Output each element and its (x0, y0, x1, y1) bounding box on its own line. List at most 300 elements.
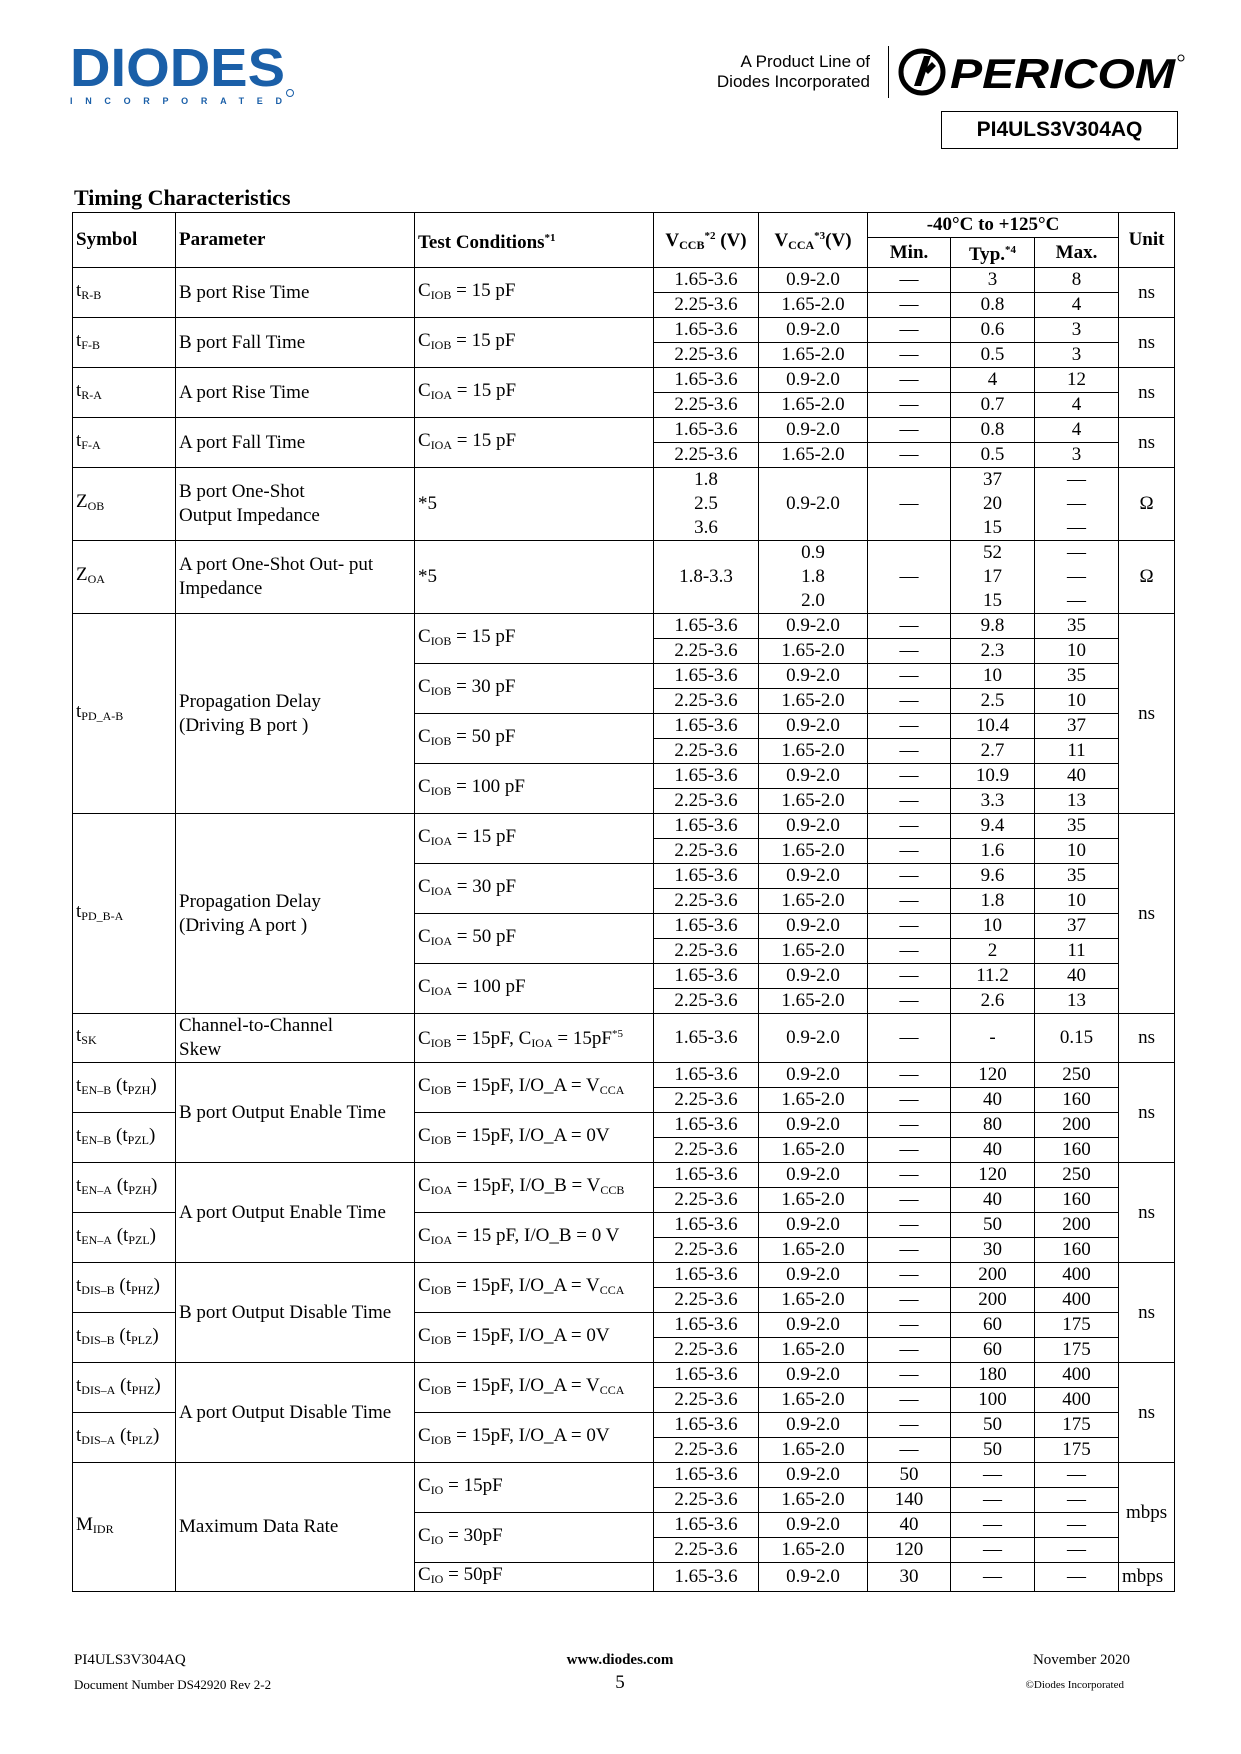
min-cell: — (868, 293, 951, 318)
vccb-cell: 1.65-3.6 (654, 964, 759, 989)
symbol-cell: $t_{EN-B}$ $(t_{PZL})$ (73, 1113, 176, 1163)
vccb-cell: 1.65-3.6 (654, 1163, 759, 1188)
vcca-cell: 1.65-2.0 (759, 1538, 868, 1563)
min-cell: — (868, 664, 951, 689)
unit-cell: ns (1119, 1363, 1175, 1463)
typ-cell: 50 (951, 1213, 1035, 1238)
diodes-logo-subtext: INCORPORATED (70, 96, 282, 106)
table-row (73, 1363, 1175, 1388)
vcca-cell: 0.9-2.0 (759, 1163, 868, 1188)
table-row (73, 1263, 1175, 1288)
typ-cell: — (951, 1463, 1035, 1488)
min-cell: — (868, 268, 951, 293)
max-cell: 3 (1035, 343, 1119, 368)
unit-cell: ns (1119, 614, 1175, 814)
vccb-cell: 2.25-3.6 (654, 343, 759, 368)
parameter-cell: Maximum Data Rate (176, 1463, 415, 1592)
typ-cell: 2.5 (951, 689, 1035, 714)
symbol-cell: $t_{R-B}$ (73, 268, 176, 318)
min-cell: — (868, 318, 951, 343)
typ-cell: 0.5 (951, 343, 1035, 368)
parameter-cell: A port Output Disable Time (176, 1363, 415, 1463)
typ-cell: — (951, 1513, 1035, 1538)
max-cell: 37 (1035, 714, 1119, 739)
footer-page-number: 5 (615, 1672, 625, 1693)
vccb-cell: 2.25-3.6 (654, 1538, 759, 1563)
vccb-cell: 2.25-3.6 (654, 1388, 759, 1413)
table-row (73, 1063, 1175, 1088)
footer-date: November 2020 (1032, 1652, 1130, 1668)
vcca-cell: 0.9-2.0 (759, 318, 868, 343)
typ-cell: 10 (951, 664, 1035, 689)
vcca-cell: 0.9-2.0 (759, 864, 868, 889)
condition-cell: $C_{IOA} = 30$ pF (415, 864, 654, 914)
typ-cell: 11.2 (951, 964, 1035, 989)
vcca-cell: 1.65-2.0 (759, 1338, 868, 1363)
typ-cell: 9.8 (951, 614, 1035, 639)
timing-table (72, 212, 1175, 1592)
min-cell: — (868, 1288, 951, 1313)
max-cell: 160 (1035, 1088, 1119, 1113)
max-cell: 13 (1035, 989, 1119, 1014)
parameter-cell: A port Output Enable Time (176, 1163, 415, 1263)
symbol-cell: $t_{EN-B}$ $(t_{PZH})$ (73, 1063, 176, 1113)
symbol-cell: $t_{F-B}$ (73, 318, 176, 368)
section-title: Timing Characteristics (74, 185, 291, 210)
typ-cell: 37 20 15 (951, 468, 1035, 541)
vcca-cell: 1.65-2.0 (759, 939, 868, 964)
table-row (73, 541, 1175, 614)
parameter-cell: B port Output Disable Time (176, 1263, 415, 1363)
footer-doc-number: Document Number DS42920 Rev 2-2 (74, 1677, 272, 1692)
max-cell: 200 (1035, 1213, 1119, 1238)
max-cell: 40 (1035, 764, 1119, 789)
min-cell: — (868, 1213, 951, 1238)
vcca-cell: 0.9-2.0 (759, 664, 868, 689)
vccb-cell: 1.65-3.6 (654, 864, 759, 889)
symbol-cell: $t_{EN-A}$ $(t_{PZL})$ (73, 1213, 176, 1263)
timing-table-body (73, 268, 1175, 1592)
unit-cell: Ω (1119, 541, 1175, 614)
typ-cell: - (951, 1014, 1035, 1063)
typ-cell: 10.4 (951, 714, 1035, 739)
typ-cell: 2 (951, 939, 1035, 964)
min-cell: — (868, 814, 951, 839)
max-cell: 3 (1035, 318, 1119, 343)
vccb-cell: 2.25-3.6 (654, 1288, 759, 1313)
typ-cell: 0.5 (951, 443, 1035, 468)
col-vcca: $V_{CCA}^{*3}(V)$ (759, 213, 868, 268)
parameter-cell: Channel-to-Channel Skew (176, 1014, 415, 1063)
condition-cell: $C_{IOB} = 15pF$, I/O_A = $V_{CCA}$ (415, 1263, 654, 1313)
symbol-cell: $t_{PD\_A-B}$ (73, 614, 176, 814)
symbol-cell: $Z_{OB}$ (73, 468, 176, 541)
vcca-cell: 0.9-2.0 (759, 1063, 868, 1088)
typ-cell: 3.3 (951, 789, 1035, 814)
vccb-cell: 2.25-3.6 (654, 689, 759, 714)
vccb-cell: 1.65-3.6 (654, 1213, 759, 1238)
vcca-cell: 1.65-2.0 (759, 1188, 868, 1213)
condition-cell: *5 (415, 541, 654, 614)
typ-cell: 10.9 (951, 764, 1035, 789)
condition-cell: $C_{IO} = 30pF$ (415, 1513, 654, 1563)
col-test-conditions (415, 213, 654, 268)
max-cell: 250 (1035, 1163, 1119, 1188)
vcca-cell: 0.9-2.0 (759, 268, 868, 293)
table-row (73, 1163, 1175, 1188)
vcca-cell: 0.9-2.0 (759, 814, 868, 839)
vcca-cell: 0.9-2.0 (759, 1263, 868, 1288)
symbol-cell: $t_{DIS-A}$ $(t_{PLZ})$ (73, 1413, 176, 1463)
max-cell: 3 (1035, 443, 1119, 468)
typ-cell: 0.6 (951, 318, 1035, 343)
typ-cell: 2.6 (951, 989, 1035, 1014)
max-cell: 4 (1035, 418, 1119, 443)
symbol-cell: $Z_{OA}$ (73, 541, 176, 614)
vccb-cell: 2.25-3.6 (654, 789, 759, 814)
typ-cell: 3 (951, 268, 1035, 293)
vcca-cell: 1.65-2.0 (759, 639, 868, 664)
pericom-logo (898, 46, 1188, 98)
max-cell: 175 (1035, 1438, 1119, 1463)
vcca-cell: 0.9-2.0 (759, 764, 868, 789)
max-cell: 10 (1035, 639, 1119, 664)
max-cell: 250 (1035, 1063, 1119, 1088)
vcca-cell: 1.65-2.0 (759, 689, 868, 714)
typ-cell: 50 (951, 1413, 1035, 1438)
condition-cell: $C_{IOB} = 15pF$, I/O_A = $V_{CCA}$ (415, 1363, 654, 1413)
min-cell: — (868, 1388, 951, 1413)
condition-cell: $C_{IOA} = 15$ pF (415, 418, 654, 468)
vcca-cell: 1.65-2.0 (759, 1138, 868, 1163)
min-cell: — (868, 839, 951, 864)
unit-cell: ns (1119, 418, 1175, 468)
vccb-cell: 1.65-3.6 (654, 764, 759, 789)
vccb-cell: 1.8 2.5 3.6 (654, 468, 759, 541)
min-cell: — (868, 1163, 951, 1188)
min-cell: — (868, 468, 951, 541)
vccb-cell: 1.65-3.6 (654, 1363, 759, 1388)
typ-cell: 2.7 (951, 739, 1035, 764)
col-max: Max. (1035, 238, 1119, 268)
symbol-cell: $t_{EN-A}$ $(t_{PZH})$ (73, 1163, 176, 1213)
parameter-cell: A port Fall Time (176, 418, 415, 468)
col-vccb: $V_{CCB}^{*2}$ (V) (654, 213, 759, 268)
typ-cell: 9.4 (951, 814, 1035, 839)
max-cell: 400 (1035, 1388, 1119, 1413)
header-row-1 (73, 213, 1175, 238)
vcca-cell: 0.9 1.8 2.0 (759, 541, 868, 614)
max-cell: — (1035, 1513, 1119, 1538)
typ-cell: 2.3 (951, 639, 1035, 664)
condition-cell: $C_{IOB} = 15$ pF (415, 318, 654, 368)
condition-cell: $C_{IOA} = 50$ pF (415, 914, 654, 964)
max-cell: 4 (1035, 293, 1119, 318)
min-cell: — (868, 639, 951, 664)
vccb-cell: 1.65-3.6 (654, 1014, 759, 1063)
min-cell: — (868, 689, 951, 714)
max-cell: 0.15 (1035, 1014, 1119, 1063)
max-cell: 10 (1035, 889, 1119, 914)
diodes-logo-text: DIODES (70, 40, 285, 98)
vcca-cell: 1.65-2.0 (759, 393, 868, 418)
max-cell: 175 (1035, 1313, 1119, 1338)
vccb-cell: 1.65-3.6 (654, 318, 759, 343)
vcca-cell: 0.9-2.0 (759, 1213, 868, 1238)
typ-cell: 120 (951, 1163, 1035, 1188)
max-cell: 35 (1035, 864, 1119, 889)
condition-cell: $C_{IOB} = 15$ pF (415, 268, 654, 318)
symbol-cell: $t_{F-A}$ (73, 418, 176, 468)
vccb-cell: 1.65-3.6 (654, 914, 759, 939)
symbol-cell: $t_{DIS-B}$ $(t_{PLZ})$ (73, 1313, 176, 1363)
col-unit: Unit (1119, 213, 1175, 268)
condition-cell: $C_{IOB} = 15pF$, I/O_A = 0V (415, 1413, 654, 1463)
typ-cell: 80 (951, 1113, 1035, 1138)
max-cell: 400 (1035, 1263, 1119, 1288)
vcca-cell: 1.65-2.0 (759, 293, 868, 318)
vcca-cell: 0.9-2.0 (759, 1463, 868, 1488)
diodes-logo (70, 40, 330, 110)
condition-cell: $C_{IOA} = 15$ pF, I/O_B = 0 V (415, 1213, 654, 1263)
typ-cell: — (951, 1563, 1035, 1592)
vcca-cell: 1.65-2.0 (759, 1388, 868, 1413)
max-cell: 4 (1035, 393, 1119, 418)
vccb-cell: 1.65-3.6 (654, 368, 759, 393)
vcca-cell: 1.65-2.0 (759, 1238, 868, 1263)
vccb-cell: 1.65-3.6 (654, 1063, 759, 1088)
max-cell: — — — (1035, 468, 1119, 541)
max-cell: 175 (1035, 1338, 1119, 1363)
vccb-cell: 2.25-3.6 (654, 1138, 759, 1163)
vccb-cell: 1.8-3.3 (654, 541, 759, 614)
min-cell: — (868, 964, 951, 989)
max-cell: 35 (1035, 664, 1119, 689)
condition-cell: $C_{IOA} = 100$ pF (415, 964, 654, 1014)
table-row (73, 1463, 1175, 1488)
unit-cell: ns (1119, 1263, 1175, 1363)
typ-cell: 0.7 (951, 393, 1035, 418)
condition-cell: $C_{IOB} = 30$ pF (415, 664, 654, 714)
typ-cell: 1.6 (951, 839, 1035, 864)
max-cell: 11 (1035, 739, 1119, 764)
min-cell: 40 (868, 1513, 951, 1538)
vcca-cell: 1.65-2.0 (759, 839, 868, 864)
min-cell: — (868, 889, 951, 914)
vcca-cell: 1.65-2.0 (759, 443, 868, 468)
unit-cell: ns (1119, 1014, 1175, 1063)
unit-cell: mbps (1119, 1463, 1175, 1563)
parameter-cell: A port One-Shot Out- put Impedance (176, 541, 415, 614)
footer-website[interactable]: www.diodes.com (566, 1652, 674, 1668)
vcca-cell: 1.65-2.0 (759, 789, 868, 814)
vcca-cell: 0.9-2.0 (759, 468, 868, 541)
vcca-cell: 1.65-2.0 (759, 1488, 868, 1513)
vccb-cell: 2.25-3.6 (654, 1188, 759, 1213)
max-cell: — (1035, 1563, 1119, 1592)
vccb-cell: 1.65-3.6 (654, 1463, 759, 1488)
part-number-box: PI4ULS3V304AQ (941, 111, 1178, 149)
typ-cell: 40 (951, 1088, 1035, 1113)
unit-cell: ns (1119, 1063, 1175, 1163)
table-row (73, 268, 1175, 293)
vccb-cell: 1.65-3.6 (654, 714, 759, 739)
min-cell: — (868, 1338, 951, 1363)
vcca-cell: 1.65-2.0 (759, 989, 868, 1014)
vcca-cell: 0.9-2.0 (759, 1014, 868, 1063)
symbol-cell: $t_{DIS-B}$ $(t_{PHZ})$ (73, 1263, 176, 1313)
condition-cell: $C_{IOB} = 15pF$, $C_{IOA} = 15pF^{*5}$ (415, 1014, 654, 1063)
vcca-cell: 1.65-2.0 (759, 1288, 868, 1313)
vcca-cell: 0.9-2.0 (759, 1363, 868, 1388)
vccb-cell: 2.25-3.6 (654, 939, 759, 964)
condition-cell: *5 (415, 468, 654, 541)
min-cell: — (868, 764, 951, 789)
typ-cell: 40 (951, 1188, 1035, 1213)
parameter-cell: B port One-Shot Output Impedance (176, 468, 415, 541)
min-cell: — (868, 368, 951, 393)
max-cell: 160 (1035, 1238, 1119, 1263)
symbol-cell: $t_{R-A}$ (73, 368, 176, 418)
vcca-cell: 0.9-2.0 (759, 1113, 868, 1138)
test-conditions-note: *1 (544, 231, 556, 244)
min-cell: — (868, 1438, 951, 1463)
min-cell: — (868, 989, 951, 1014)
vccb-cell: 2.25-3.6 (654, 989, 759, 1014)
typ-cell: 52 17 15 (951, 541, 1035, 614)
vcca-cell: 0.9-2.0 (759, 1413, 868, 1438)
vccb-cell: 1.65-3.6 (654, 614, 759, 639)
vccb-cell: 2.25-3.6 (654, 1438, 759, 1463)
max-cell: — — — (1035, 541, 1119, 614)
vccb-cell: 1.65-3.6 (654, 1263, 759, 1288)
vcca-cell: 0.9-2.0 (759, 1313, 868, 1338)
typ-cell: — (951, 1488, 1035, 1513)
typ-cell: 10 (951, 914, 1035, 939)
vccb-cell: 1.65-3.6 (654, 1513, 759, 1538)
min-cell: — (868, 1063, 951, 1088)
vcca-cell: 1.65-2.0 (759, 1088, 868, 1113)
condition-cell: $C_{IO} = 15pF$ (415, 1463, 654, 1513)
vcca-cell: 0.9-2.0 (759, 1513, 868, 1538)
footer-copyright: ©Diodes Incorporated (1025, 1679, 1124, 1691)
vcca-cell: 0.9-2.0 (759, 368, 868, 393)
unit-cell: mbps (1119, 1563, 1175, 1592)
vccb-cell: 1.65-3.6 (654, 664, 759, 689)
max-cell: — (1035, 1463, 1119, 1488)
condition-cell: $C_{IOB} = 50$ pF (415, 714, 654, 764)
col-min: Min. (868, 238, 951, 268)
typ-cell: 60 (951, 1338, 1035, 1363)
min-cell: 120 (868, 1538, 951, 1563)
typ-cell: 40 (951, 1138, 1035, 1163)
min-cell: — (868, 864, 951, 889)
min-cell: — (868, 541, 951, 614)
min-cell: — (868, 443, 951, 468)
min-cell: — (868, 939, 951, 964)
parameter-cell: Propagation Delay (Driving A port ) (176, 814, 415, 1014)
max-cell: 400 (1035, 1288, 1119, 1313)
symbol-cell: $t_{SK}$ (73, 1014, 176, 1063)
vcca-cell: 0.9-2.0 (759, 1563, 868, 1592)
tagline-line2: Diodes Incorporated (716, 72, 870, 91)
min-cell: 50 (868, 1463, 951, 1488)
min-cell: — (868, 789, 951, 814)
max-cell: 10 (1035, 689, 1119, 714)
typ-cell: 200 (951, 1288, 1035, 1313)
typ-cell: 0.8 (951, 293, 1035, 318)
max-cell: 11 (1035, 939, 1119, 964)
parameter-cell: A port Rise Time (176, 368, 415, 418)
symbol-cell: $t_{DIS-A}$ $(t_{PHZ})$ (73, 1363, 176, 1413)
typ-cell: 9.6 (951, 864, 1035, 889)
typ-cell: 60 (951, 1313, 1035, 1338)
typ-cell: 30 (951, 1238, 1035, 1263)
typ-cell: 180 (951, 1363, 1035, 1388)
typ-cell: — (951, 1538, 1035, 1563)
max-cell: 35 (1035, 614, 1119, 639)
vccb-cell: 1.65-3.6 (654, 1113, 759, 1138)
parameter-cell: Propagation Delay (Driving B port ) (176, 614, 415, 814)
condition-cell: $C_{IOA} = 15$ pF (415, 814, 654, 864)
vcca-cell: 0.9-2.0 (759, 418, 868, 443)
min-cell: — (868, 418, 951, 443)
condition-cell: $C_{IOA} = 15pF$, I/O_B = $V_{CCB}$ (415, 1163, 654, 1213)
vccb-cell: 2.25-3.6 (654, 1238, 759, 1263)
table-row (73, 368, 1175, 393)
min-cell: — (868, 1363, 951, 1388)
max-cell: 175 (1035, 1413, 1119, 1438)
footer-part: PI4ULS3V304AQ (74, 1652, 186, 1668)
max-cell: 8 (1035, 268, 1119, 293)
unit-cell: ns (1119, 1163, 1175, 1263)
typ-cell: 100 (951, 1388, 1035, 1413)
min-cell: — (868, 343, 951, 368)
tagline-line1: A Product Line of (740, 52, 870, 71)
max-cell: 35 (1035, 814, 1119, 839)
col-symbol: Symbol (73, 213, 176, 268)
min-cell: — (868, 1088, 951, 1113)
vccb-cell: 1.65-3.6 (654, 1313, 759, 1338)
unit-cell: ns (1119, 814, 1175, 1014)
typ-cell: 1.8 (951, 889, 1035, 914)
max-cell: 40 (1035, 964, 1119, 989)
vcca-cell: 1.65-2.0 (759, 343, 868, 368)
vcca-cell: 0.9-2.0 (759, 714, 868, 739)
col-parameter: Parameter (176, 213, 415, 268)
vcca-cell: 1.65-2.0 (759, 889, 868, 914)
table-row (73, 418, 1175, 443)
max-cell: 13 (1035, 789, 1119, 814)
min-cell: — (868, 739, 951, 764)
min-cell: — (868, 1238, 951, 1263)
min-cell: — (868, 914, 951, 939)
max-cell: 200 (1035, 1113, 1119, 1138)
parameter-cell: B port Output Enable Time (176, 1063, 415, 1163)
vccb-cell: 2.25-3.6 (654, 639, 759, 664)
min-cell: — (868, 1413, 951, 1438)
vccb-cell: 1.65-3.6 (654, 814, 759, 839)
table-row (73, 318, 1175, 343)
min-cell: 140 (868, 1488, 951, 1513)
typ-cell: 50 (951, 1438, 1035, 1463)
vccb-cell: 1.65-3.6 (654, 418, 759, 443)
condition-cell: $C_{IOB} = 15$ pF (415, 614, 654, 664)
unit-cell: ns (1119, 368, 1175, 418)
min-cell: — (868, 1014, 951, 1063)
table-row (73, 614, 1175, 639)
vccb-cell: 1.65-3.6 (654, 268, 759, 293)
